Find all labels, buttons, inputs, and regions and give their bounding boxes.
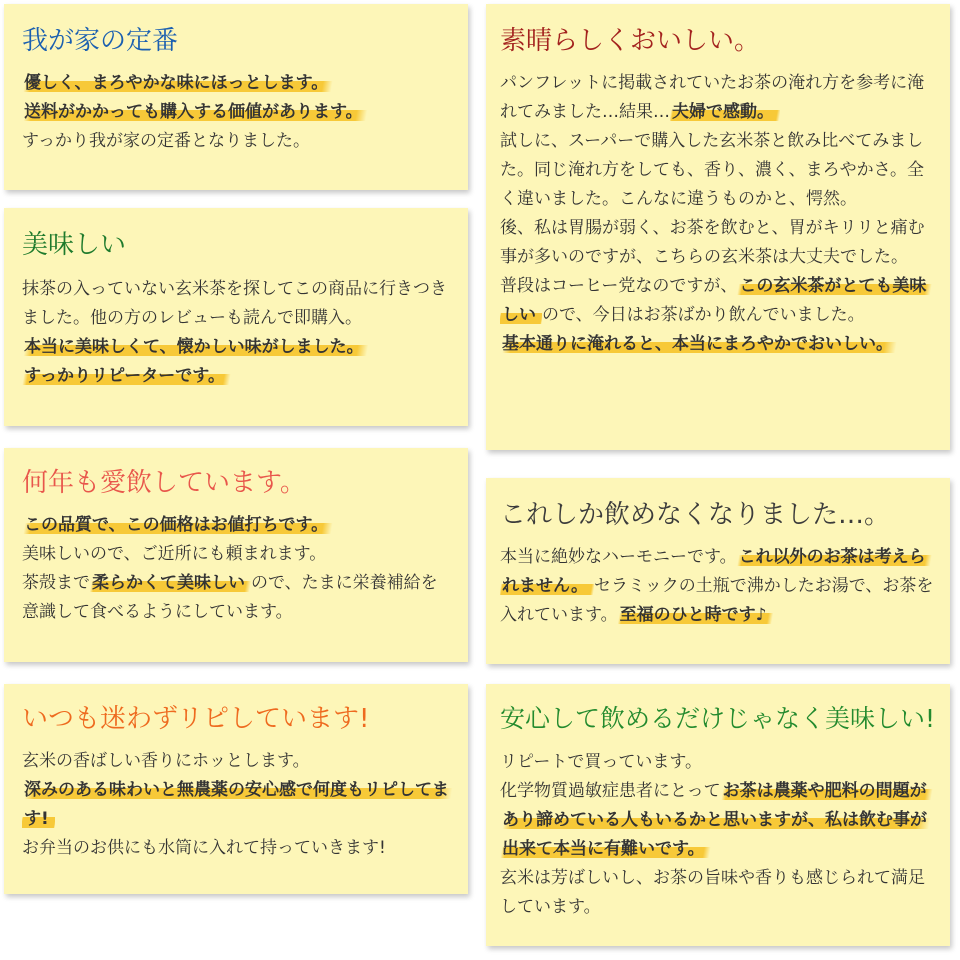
review-line [500,272,936,330]
review-line [22,834,454,863]
review-line [22,69,454,98]
review-line [500,330,936,359]
review-text: セラミックの土瓶で沸かしたお湯で、お茶を入れています。 [500,576,934,626]
review-line [22,98,454,127]
review-line [22,511,454,540]
review-text: 玄米は芳ばしいし、お茶の旨味や香りも感じられて満足しています。 [500,868,925,917]
review-line [22,127,454,156]
review-title: 安心して飲めるだけじゃなく美味しい! [500,704,936,733]
review-line [22,747,454,776]
review-text: 後、私は胃腸が弱く、お茶を飲むと、胃がキリリと痛む事が多いのですが、こちらの玄米茶は大丈夫でした。 [500,218,925,268]
highlighted-text: 優しく、まろやかな味にほっとします。 [22,73,334,93]
highlighted-text: お茶は農薬や肥料の問題があり諦めている人もいるかと思いますが、私は飲む事が出来て本当に有難いです。 [500,781,933,859]
review-body [22,747,454,863]
review-title: いつも迷わずリピしています! [22,704,370,734]
review-text: 普段はコーヒー党なのですが、 [500,276,738,297]
review-text: 化学物質過敏症患者にとって [500,781,721,801]
review-card-subarashiku [486,4,950,450]
review-card-itsumo [4,684,468,894]
review-body [22,69,454,156]
review-card-oishii [4,208,468,426]
review-text: すっかり我が家の定番となりました。 [22,131,310,152]
review-card-waga-ya [4,4,468,190]
review-body [500,748,936,922]
review-line [22,362,454,391]
review-line [500,748,936,777]
review-title: 美味しい [22,230,127,260]
review-card-anshin [486,684,950,946]
highlighted-text: 夫婦で感動。 [670,102,780,122]
review-text: 抹茶の入っていない玄米茶を探してこの商品に行きつきました。他の方のレビューも読んで即購入。 [22,279,447,329]
review-line [500,864,936,922]
review-title: 何年も愛飲しています。 [22,468,306,498]
highlighted-text: この品質で、この価格はお値打ちです。 [22,515,334,535]
highlighted-text: 送料がかかっても購入する価値があります。 [22,102,369,122]
review-card-nannen [4,448,468,662]
review-card-koreshika [486,478,950,664]
review-text: 美味しいので、ご近所にも頼まれます。 [22,544,327,565]
review-line [500,543,936,630]
review-body [500,543,936,630]
review-text: リピートで買っています。 [500,752,702,772]
highlighted-text: この玄米茶がとても美味しい [500,276,932,325]
review-line [22,776,454,834]
review-text: お弁当のお供にも水筒に入れて持っていきます! [22,838,386,859]
review-body [22,511,454,627]
highlighted-text: 深みのある味わいと無農薬の安心感で何度もリピしてます! [22,780,455,829]
highlighted-text: 至福のひと時です♪ [618,605,773,625]
review-line [22,333,454,362]
highlighted-text: すっかりリピーターです。 [22,366,231,386]
highlighted-text: 柔らかくて美味しい [90,573,251,593]
review-title: 我が家の定番 [22,26,179,56]
review-text: 本当に絶妙なハーモニーです。 [500,547,737,568]
review-line [500,214,936,272]
review-text: ので、たまに栄養補給を意識して食べるようにしています。 [22,573,438,623]
review-text: 茶殻まで [22,573,90,594]
review-line [500,127,936,214]
review-line [500,69,936,127]
review-title: 素晴らしくおいしい。 [500,26,761,56]
review-line [22,569,454,627]
review-text: 玄米の香ばしい香りにホッとします。 [22,751,310,772]
review-line [22,275,454,333]
review-text: ので、今日はお茶ばかり飲んでいました。 [542,305,865,326]
review-line [500,777,936,864]
review-line [22,540,454,569]
review-body [22,275,454,391]
review-text: 試しに、スーパーで購入した玄米茶と飲み比べてみました。同じ淹れ方をしても、香り、濃く、まろやかさ。全く違いました。こんなに違うものかと、愕然。 [500,131,924,210]
review-text: パンフレットに掲載されていたお茶の淹れ方を参考に淹れてみました…結果… [500,73,925,123]
highlighted-text: 基本通りに淹れると、本当にまろやかでおいしい。 [500,334,899,354]
review-title: これしか飲めなくなりました…。 [500,500,891,530]
review-body [500,69,936,359]
highlighted-text: 本当に美味しくて、懐かしい味がしました。 [22,337,370,357]
highlighted-text: これ以外のお茶は考えられません。 [500,547,932,596]
